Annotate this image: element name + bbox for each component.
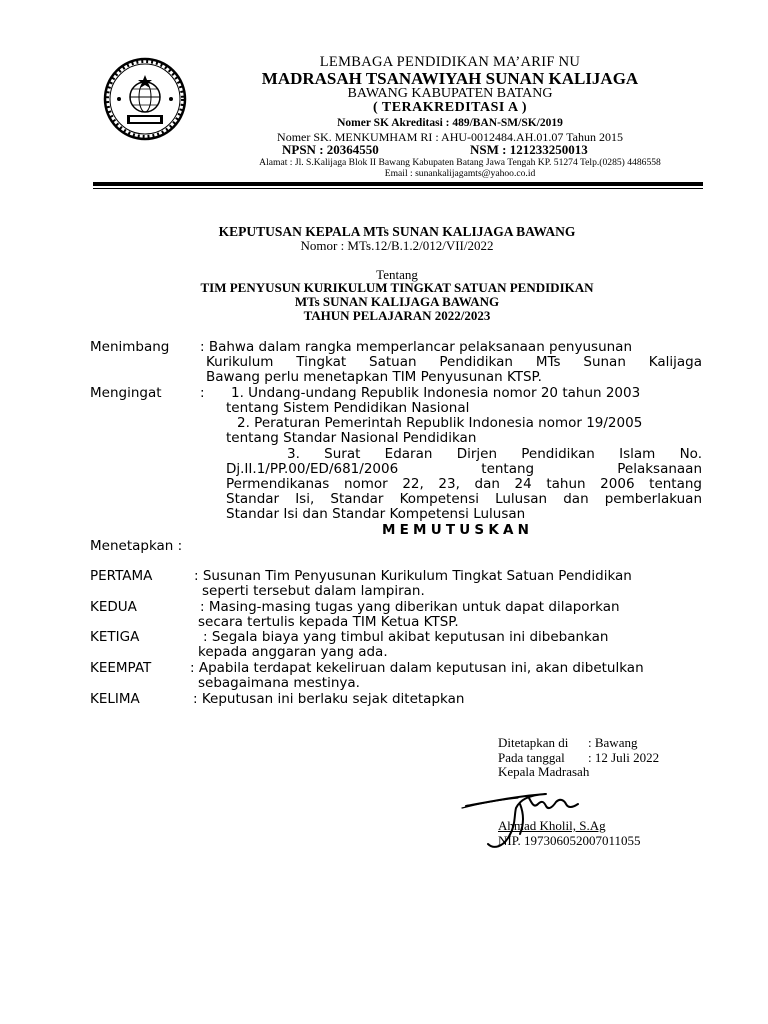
- mengingat-item-1a: 1. Undang-undang Republik Indonesia nomor 20 tahun 2003: [231, 385, 641, 401]
- ketiga-line-1: : Segala biaya yang timbul akibat keputusan ini dibebankan: [203, 629, 609, 645]
- school-district: BAWANG KABUPATEN BATANG: [347, 86, 553, 101]
- menimbang-label: Menimbang: [90, 339, 170, 355]
- decree-about: Tentang: [376, 267, 418, 282]
- nsm: NSM : 121233250013: [470, 142, 588, 157]
- decree-subject-2: MTs SUNAN KALIJAGA BAWANG: [294, 294, 500, 309]
- signer-name: Ahmad Kholil, S.Ag: [498, 818, 606, 833]
- keempat-line-2: sebagaimana mestinya.: [198, 675, 360, 691]
- kedua-line-2: secara tertulis kepada TIM Ketua KTSP.: [198, 614, 459, 630]
- keempat-line-1: : Apabila terdapat kekeliruan dalam keputusan ini, akan dibetulkan: [190, 660, 644, 676]
- mengingat-item-2a: 2. Peraturan Pemerintah Republik Indonesia nomor 19/2005: [237, 415, 643, 431]
- mengingat-colon: :: [200, 385, 205, 401]
- menimbang-line-3: Bawang perlu menetapkan TIM Penyusunan KTSP.: [206, 369, 542, 385]
- place-value: : Bawang: [588, 735, 638, 750]
- menetapkan-label: Menetapkan :: [90, 538, 183, 554]
- decree-number: Nomor : MTs.12/B.1.2/012/VII/2022: [300, 238, 494, 253]
- mengingat-label: Mengingat: [90, 385, 162, 401]
- ketiga-line-2: kepada anggaran yang ada.: [198, 644, 388, 660]
- mengingat-item-2b: tentang Standar Nasional Pendidikan: [226, 430, 477, 446]
- pertama-line-1: : Susunan Tim Penyusunan Kurikulum Tingkat Satuan Pendidikan: [194, 568, 632, 584]
- mengingat-item-3b: Dj.II.1/PP.00/ED/681/2006 tentang Pelaksanaan: [226, 461, 702, 477]
- signer-nip: NIP. 197306052007011055: [498, 833, 641, 848]
- mengingat-item-3c: Permendikanas nomor 22, 23, dan 24 tahun 2006 tentang: [226, 476, 702, 492]
- date-value: : 12 Juli 2022: [588, 750, 660, 765]
- institution-name: LEMBAGA PENDIDIKAN MA’ARIF NU: [319, 54, 581, 70]
- decree-subject-3: TAHUN PELAJARAN 2022/2023: [303, 308, 491, 323]
- header-divider-thick: [93, 182, 703, 186]
- date-label: Pada tanggal: [498, 750, 565, 765]
- ketiga-label: KETIGA: [90, 629, 140, 645]
- pertama-line-2: seperti tersebut dalam lampiran.: [202, 583, 425, 599]
- mengingat-item-3a: 3. Surat Edaran Dirjen Pendidikan Islam No.: [287, 446, 702, 462]
- mengingat-item-3d: Standar Isi, Standar Kompetensi Lulusan dan pemberlakuan: [226, 491, 702, 507]
- school-logo: [103, 57, 187, 141]
- school-name: MADRASAH TSANAWIYAH SUNAN KALIJAGA: [261, 69, 639, 88]
- signer-position: Kepala Madrasah: [498, 764, 590, 779]
- npsn: NPSN : 20364550: [282, 142, 379, 157]
- school-email: Email : sunankalijagamts@yahoo.co.id: [384, 168, 536, 179]
- header-divider-thin: [93, 188, 703, 189]
- kumham-number: Nomer SK. MENKUMHAM RI : AHU-0012484.AH.01.07 Tahun 2015: [277, 130, 623, 144]
- accreditation-number: Nomer SK Akreditasi : 489/BAN-SM/SK/2019: [337, 117, 563, 129]
- menimbang-line-1: : Bahwa dalam rangka memperlancar pelaksanaan penyusunan: [200, 339, 633, 355]
- kelima-label: KELIMA: [90, 691, 140, 707]
- mengingat-item-3e: Standar Isi dan Standar Kompetensi Lulusan: [226, 506, 526, 522]
- school-address: Alamat : Jl. S.Kalijaga Blok II Bawang Kabupaten Batang Jawa Tengah KP. 51274 Telp.(0285) 4486558: [259, 157, 661, 168]
- menimbang-line-2: Kurikulum Tingkat Satuan Pendidikan MTs Sunan Kalijaga: [206, 354, 702, 370]
- decree-title: KEPUTUSAN KEPALA MTs SUNAN KALIJAGA BAWANG: [218, 224, 576, 239]
- kelima-line-1: : Keputusan ini berlaku sejak ditetapkan: [193, 691, 465, 707]
- keempat-label: KEEMPAT: [90, 660, 152, 676]
- decree-subject-1: TIM PENYUSUN KURIKULUM TINGKAT SATUAN PENDIDIKAN: [200, 280, 594, 295]
- pertama-label: PERTAMA: [90, 568, 153, 584]
- kedua-line-1: : Masing-masing tugas yang diberikan untuk dapat dilaporkan: [200, 599, 620, 615]
- mengingat-item-1b: tentang Sistem Pendidikan Nasional: [226, 400, 470, 416]
- accreditation-status: ( TERAKREDITASI A ): [372, 100, 528, 115]
- place-label: Ditetapkan di: [498, 735, 569, 750]
- kedua-label: KEDUA: [90, 599, 137, 615]
- memutuskan-heading: MEMUTUSKAN: [382, 522, 534, 538]
